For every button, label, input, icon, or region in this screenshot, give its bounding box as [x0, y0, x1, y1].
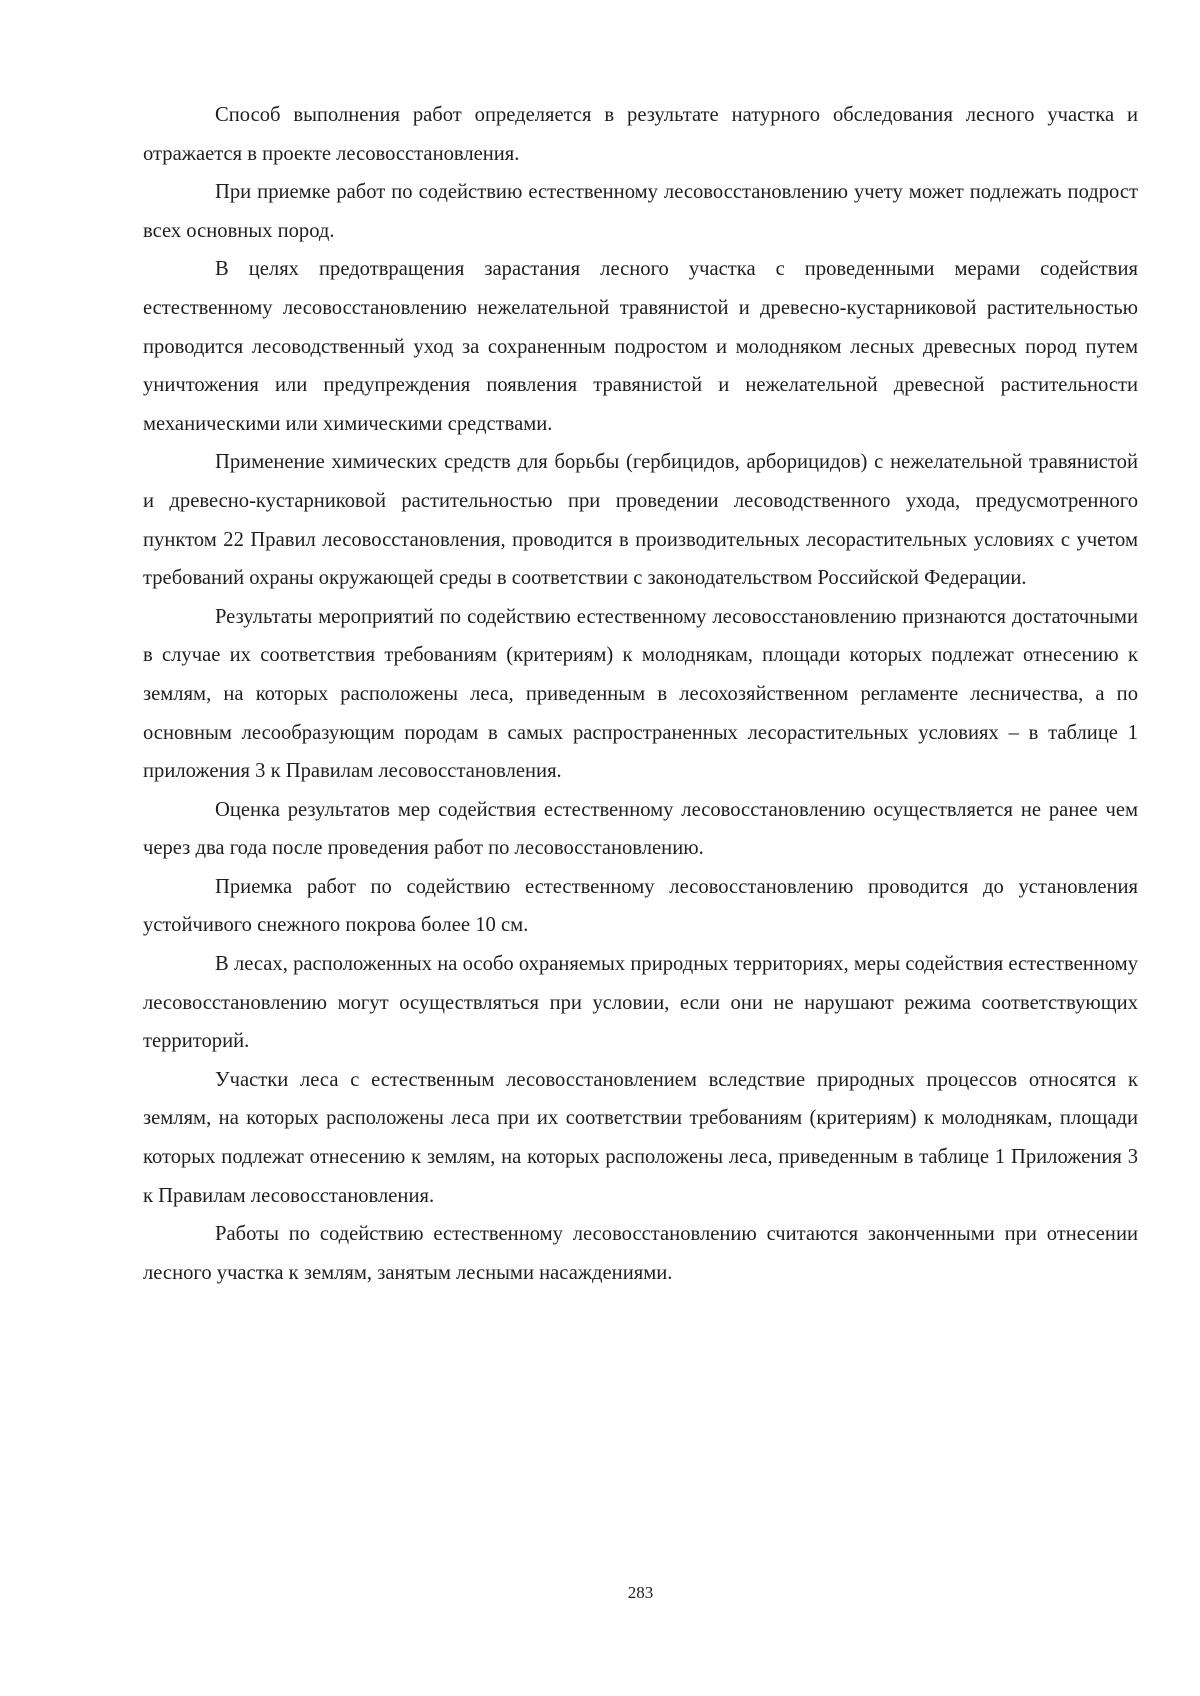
paragraph-acceptance-undergrowth: При приемке работ по содействию естественному лесовосстановлению учету может подлежать подрост всех основных пород.: [143, 181, 1138, 242]
paragraph-results-criteria: Результаты мероприятий по содействию естественному лесовосстановлению признаются достаточными в случае их соответствия требованиям (критериям) к молоднякам, площади которых подлежат отнесению к землям, на которых расположены леса, приведенным в лесохозяйственном регламенте лесничества, а по основным лесообразующим породам в самых распространенных лесорастительных условиях – в таблице 1 приложения 3 к Правилам лесовосстановления.: [143, 605, 1138, 783]
paragraph-natural-regeneration: Участки леса с естественным лесовосстановлением вследствие природных процессов относятся к землям, на которых расположены леса при их соответствии требованиям (критериям) к молоднякам, площади которых подлежат отнесению к землям, на которых расположены леса, приведенным в таблице 1 Приложения 3 к Правилам лесовосстановления.: [143, 1068, 1138, 1207]
paragraph-chemical-agents: Применение химических средств для борьбы (гербицидов, арборицидов) с нежелательной травянистой и древесно-кустарниковой растительностью при проведении лесоводственного ухода, предусмотренного пунктом 22 Правил лесовосстановления, проводится в производительных лесорастительных условиях с учетом требований охраны окружающей среды в соответствии с законодательством Российской Федерации.: [143, 451, 1138, 590]
document-body: [143, 96, 1138, 1292]
page-number: 283: [627, 1583, 654, 1602]
paragraph-results-assessment: Оценка результатов мер содействия естественному лесовосстановлению осуществляется не ранее чем через два года после проведения работ по лесовосстановлению.: [143, 798, 1138, 860]
paragraph-protected-areas: В лесах, расположенных на особо охраняемых природных территориях, меры содействия естественному лесовосстановлению могут осуществляться при условии, если они не нарушают режима соответствующих территорий.: [143, 953, 1138, 1053]
paragraph-work-method: Способ выполнения работ определяется в результате натурного обследования лесного участка и отражается в проекте лесовосстановления.: [143, 104, 1138, 165]
paragraph-overgrowth-prevention: В целях предотвращения зарастания лесного участка с проведенными мерами содействия естественному лесовосстановлению нежелательной травянистой и древесно-кустарниковой растительностью проводится лесоводственный уход за сохраненным подростом и молодняком лесных древесных пород путем уничтожения или предупреждения появления травянистой и нежелательной древесной растительности механическими или химическими средствами.: [143, 258, 1138, 435]
paragraph-work-completion: Работы по содействию естественному лесовосстановлению считаются законченными при отнесении лесного участка к землям, занятым лесными насаждениями.: [143, 1223, 1138, 1284]
paragraph-acceptance-snow-cover: Приемка работ по содействию естественному лесовосстановлению проводится до установления устойчивого снежного покрова более 10 см.: [143, 875, 1138, 937]
